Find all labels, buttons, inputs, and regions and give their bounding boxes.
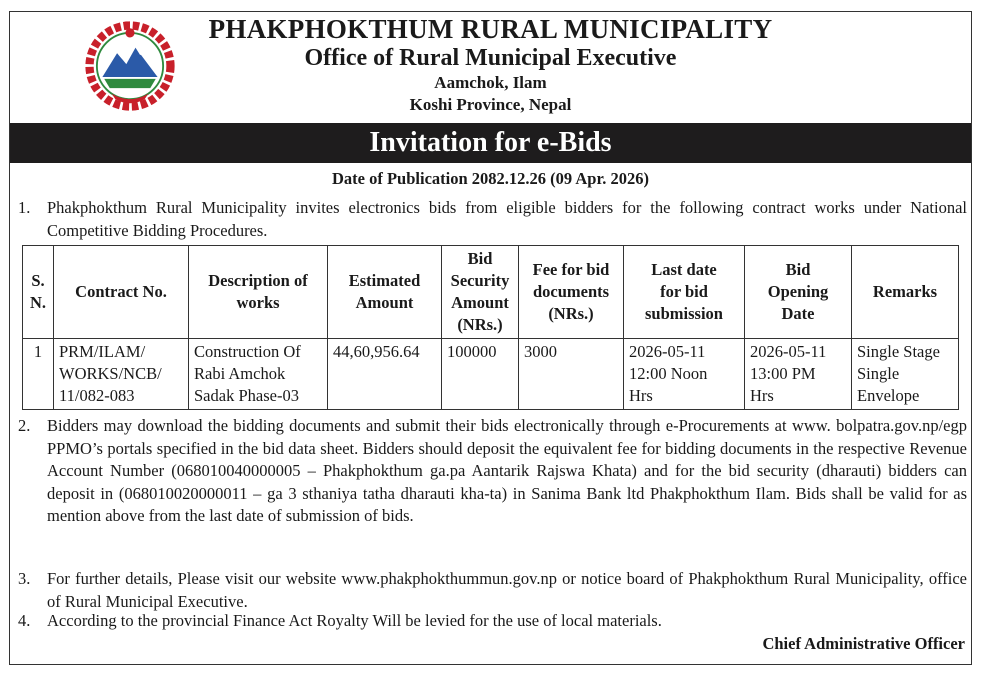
table-header-row [23,246,959,339]
paragraph-number: 1. [18,198,31,217]
office-name: Office of Rural Municipal Executive [304,45,677,71]
paragraph-3 [18,568,967,613]
notice-frame [9,11,972,665]
cell-fee: 3000 [519,339,624,410]
publication-date: Date of Publication 2082.12.26 (09 Apr. 2026) [331,169,649,188]
header-opening-date: Bid Opening Date [745,246,852,339]
address-line-2: Koshi Province, Nepal [409,95,572,114]
header-contract-no: Contract No. [54,246,189,339]
signature: Chief Administrative Officer [762,634,965,653]
cell-sn: 1 [23,339,54,410]
address-line-1: Aamchok, Ilam [434,73,547,92]
paragraph-number: 2. [18,416,31,435]
header-remarks: Remarks [852,246,959,339]
bids-table [22,245,959,410]
cell-bid-security: 100000 [442,339,519,410]
paragraph-2 [18,415,967,528]
title-banner: Invitation for e-Bids [10,123,971,163]
paragraph-text: According to the provincial Finance Act Royalty Will be levied for the use of local materials. [47,611,662,630]
paragraph-4 [18,610,967,633]
header-text [10,14,971,116]
notice-header [10,12,971,122]
paragraph-text: Bidders may download the bidding documents and submit their bids electronically through e-Procurements at www. bolpatra.gov.np/egp PPMO’s portals specified in the bid data sheet. Bidders should deposit the equivalent fee for bidding documents in the respective Revenue Account Number (068010040000005 – Phakphokthum ga.pa Aantarik Rajswa Khata) and for the bid security (dharauti) bidders can deposit in (068010020000011 – ga 3 sthaniya tatha dharauti kha-ta) in Sanima Bank ltd Phakphokthum Ilam. Bids shall be valid for as mention above from the last date of submission of bids. [47,416,967,525]
cell-opening-date: 2026-05-11 13:00 PM Hrs [745,339,852,410]
municipality-name: PHAKPHOKTHUM RURAL MUNICIPALITY [208,14,773,44]
header-last-date: Last date for bid submission [624,246,745,339]
cell-last-date: 2026-05-11 12:00 Noon Hrs [624,339,745,410]
paragraph-text: For further details, Please visit our website www.phakphokthummun.gov.np or notice board of Phakphokthum Rural Municipality, office of Rural Municipal Executive. [47,569,967,611]
table-row [23,339,959,410]
paragraph-text: Phakphokthum Rural Municipality invites electronics bids from eligible bidders for the following contract works under National Competitive Bidding Procedures. [47,198,967,240]
header-fee: Fee for bid documents (NRs.) [519,246,624,339]
cell-contract-no: PRM/ILAM/ WORKS/NCB/ 11/082-083 [54,339,189,410]
header-description: Description of works [189,246,328,339]
header-bid-security: Bid Security Amount (NRs.) [442,246,519,339]
header-sn: S. N. [23,246,54,339]
paragraph-number: 4. [18,611,31,630]
cell-description: Construction Of Rabi Amchok Sadak Phase-03 [189,339,328,410]
paragraph-1 [18,197,967,242]
header-estimated-amount: Estimated Amount [328,246,442,339]
cell-estimated-amount: 44,60,956.64 [328,339,442,410]
cell-remarks: Single Stage Single Envelope [852,339,959,410]
paragraph-number: 3. [18,569,31,588]
